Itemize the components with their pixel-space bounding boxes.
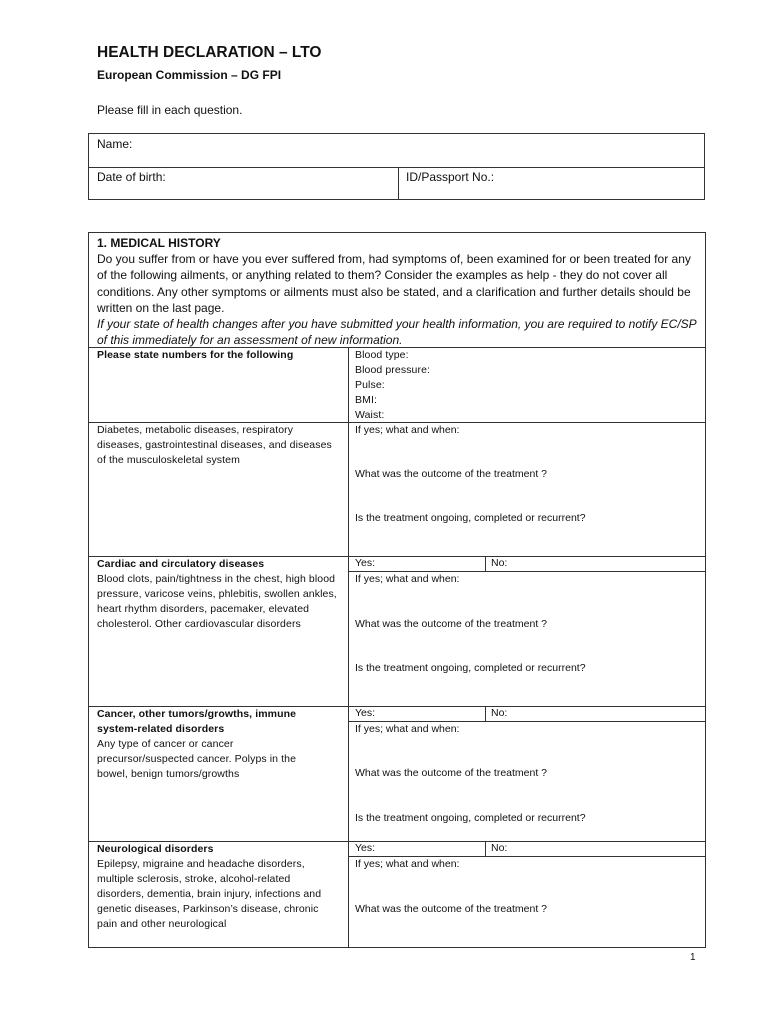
medical-header: [97, 235, 697, 348]
numbers-fields[interactable]: [355, 348, 695, 423]
outcome-label: What was the outcome of the treatment ?: [355, 618, 548, 630]
no-checkbox-label[interactable]: No:: [491, 557, 508, 569]
section-neurological: [97, 842, 337, 932]
medical-paragraph: Do you suffer from or have you ever suffered from, had symptoms of, been examined for or been treated for any of the following ailments, or anything related to them? Consider the examples as help - they do not cover all conditions. Any other symptoms or ailments must also be stated, and a clarification and further details should be written on the last page.: [97, 252, 691, 315]
name-label: Name:: [97, 137, 133, 151]
identity-divider: [398, 167, 399, 200]
yesno-split: [485, 556, 486, 571]
ongoing-label: Is the treatment ongoing, completed or recurrent?: [355, 812, 586, 824]
outcome-label: What was the outcome of the treatment ?: [355, 468, 548, 480]
document-subtitle: European Commission – DG FPI: [97, 68, 282, 82]
section-neurological-description: Epilepsy, migraine and headache disorders, multiple sclerosis, stroke, alcohol-related disorders, dementia, brain injury, infections and genetic diseases, Parkinson’s disease, chronic pain and other neurological: [97, 858, 322, 930]
yesno-divider: [348, 571, 705, 572]
section-cardiac: [97, 557, 337, 632]
document-title: HEALTH DECLARATION – LTO: [97, 44, 322, 61]
section-cancer: [97, 707, 327, 782]
section-cancer-description: Any type of cancer or cancer precursor/suspected cancer. Polyps in the bowel, benign tumors/growths: [97, 738, 297, 780]
medical-heading: 1. MEDICAL HISTORY: [97, 236, 221, 250]
section-cardiac-title: Cardiac and circulatory diseases: [97, 558, 265, 570]
numbers-label: Please state numbers for the following: [97, 349, 294, 361]
yesno-divider: [348, 721, 705, 722]
id-passport-label: ID/Passport No.:: [406, 170, 495, 184]
yesno-split: [485, 841, 486, 856]
bmi-field[interactable]: BMI:: [355, 394, 377, 406]
if-yes-label: If yes; what and when:: [355, 858, 460, 870]
page-number: 1: [690, 952, 696, 963]
blood-type-field[interactable]: Blood type:: [355, 349, 409, 361]
if-yes-label: If yes; what and when:: [355, 424, 460, 436]
outcome-label: What was the outcome of the treatment ?: [355, 903, 548, 915]
identity-table: [88, 133, 705, 200]
yes-checkbox-label[interactable]: Yes:: [355, 557, 376, 569]
blood-pressure-field[interactable]: Blood pressure:: [355, 364, 431, 376]
if-yes-label: If yes; what and when:: [355, 573, 460, 585]
medical-history-table: [88, 232, 706, 948]
no-checkbox-label[interactable]: No:: [491, 707, 508, 719]
section-cardiac-description: Blood clots, pain/tightness in the chest, high blood pressure, varicose veins, phlebitis, swollen ankles, heart rhythm disorders, pacemaker, elevated cholesterol. Other cardiovascular disorders: [97, 573, 337, 630]
section-diabetes-description: Diabetes, metabolic diseases, respiratory diseases, gastrointestinal diseases, and diseases of the musculoskeletal system: [97, 424, 332, 466]
if-yes-label: If yes; what and when:: [355, 723, 460, 735]
instructions: Please fill in each question.: [97, 103, 243, 117]
section-neurological-title: Neurological disorders: [97, 843, 214, 855]
medical-italic-note: If your state of health changes after you have submitted your health information, you are required to notify EC/SP of this immediately for an assessment of new information.: [97, 317, 697, 348]
no-checkbox-label[interactable]: No:: [491, 842, 508, 854]
yes-checkbox-label[interactable]: Yes:: [355, 842, 376, 854]
yes-checkbox-label[interactable]: Yes:: [355, 707, 376, 719]
name-row[interactable]: [89, 134, 704, 168]
ongoing-label: Is the treatment ongoing, completed or recurrent?: [355, 662, 586, 674]
dob-label: Date of birth:: [97, 170, 166, 184]
outcome-label: What was the outcome of the treatment ?: [355, 767, 548, 779]
pulse-field[interactable]: Pulse:: [355, 379, 385, 391]
ongoing-label: Is the treatment ongoing, completed or recurrent?: [355, 512, 586, 524]
yesno-divider: [348, 856, 705, 857]
waist-field[interactable]: Waist:: [355, 409, 385, 421]
section-cancer-title: Cancer, other tumors/growths, immune system-related disorders: [97, 708, 297, 735]
column-divider: [348, 347, 349, 947]
yesno-split: [485, 706, 486, 721]
